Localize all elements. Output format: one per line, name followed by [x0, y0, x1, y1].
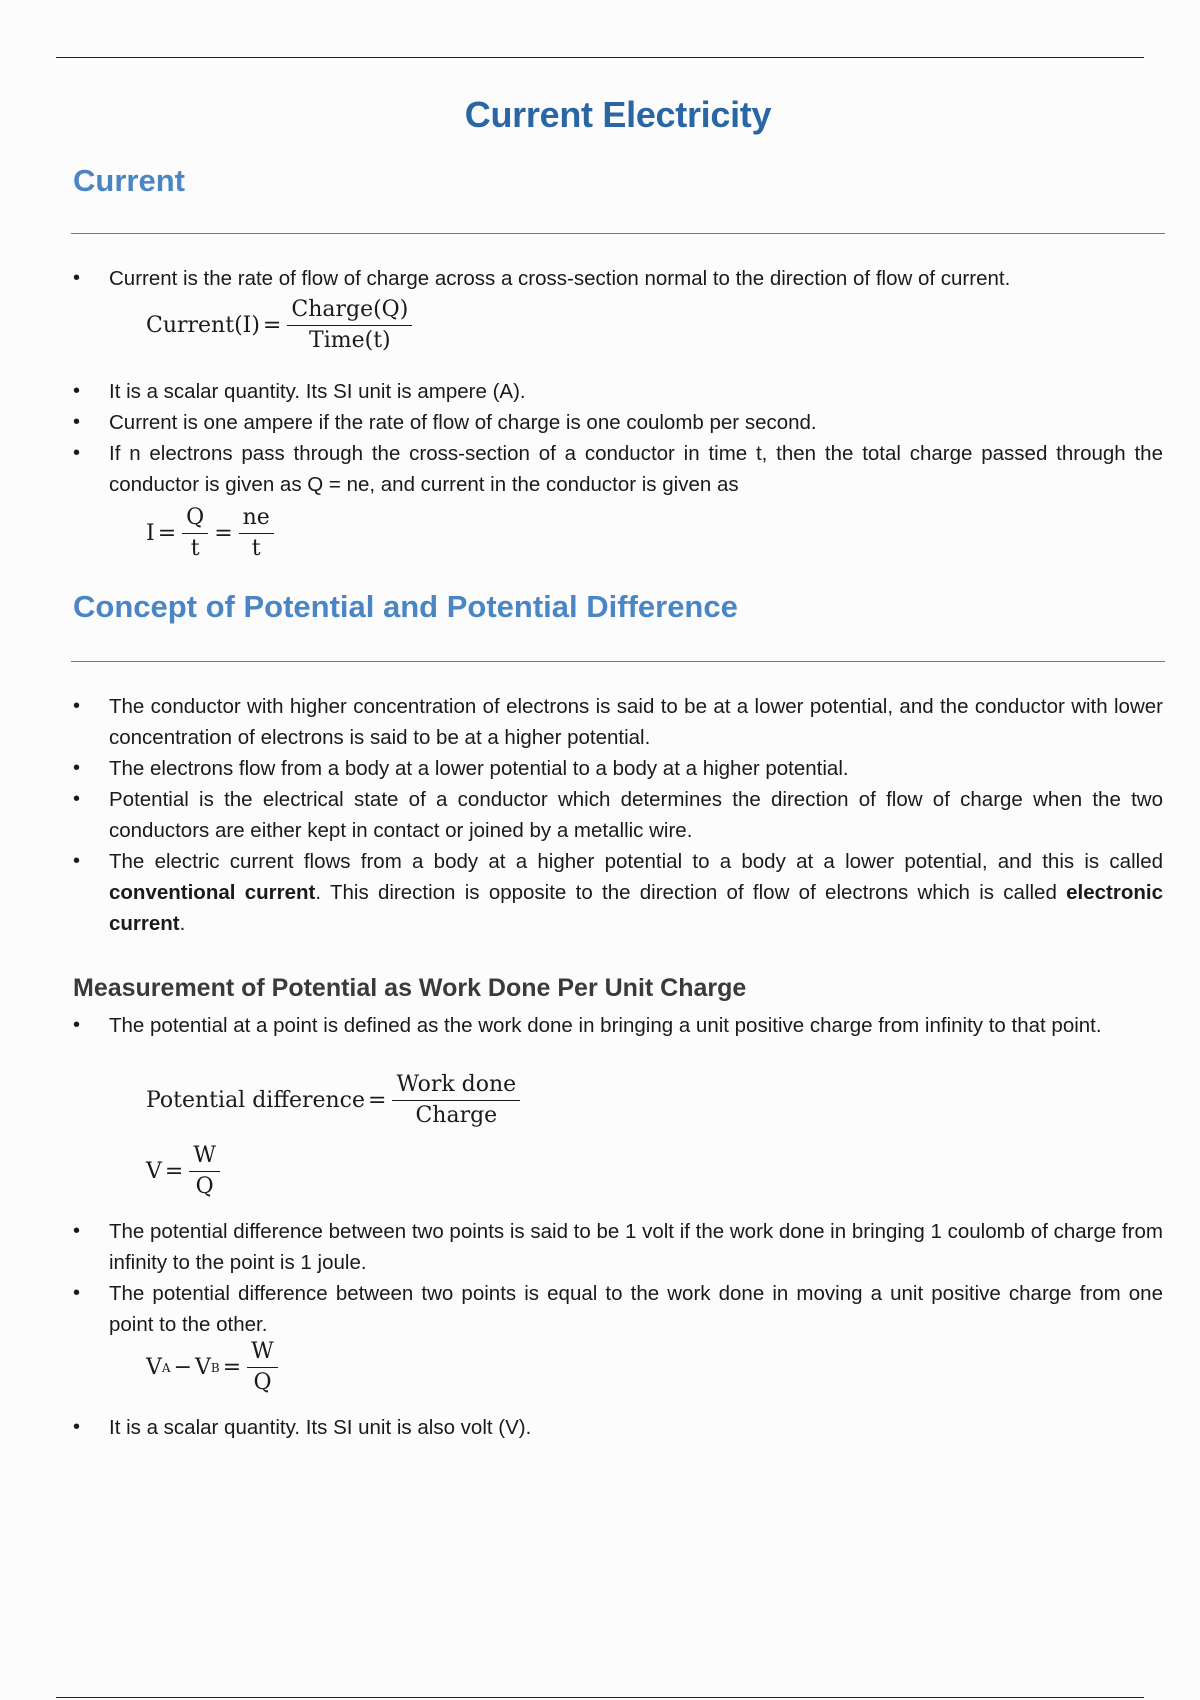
current-bullets-1 — [73, 263, 1163, 294]
current-bullets-2 — [73, 376, 1163, 500]
denominator: Q — [253, 1370, 272, 1396]
equation-potential-difference — [146, 1072, 523, 1130]
text-run: . This direction is opposite to the direction of flow of electrons which is called — [315, 881, 1067, 904]
eq-va: V — [146, 1355, 162, 1381]
eq-sign: = — [262, 313, 282, 339]
list-item: • The potential difference between two points is said to be 1 volt if the work done in bringing 1 coulomb of charge from infinity to the point is 1 joule. — [73, 1216, 1163, 1278]
list-item: • The conductor with higher concentration of electrons is said to be at a lower potential, and the conductor with lower concentration of electrons is said to be at a higher potential. — [73, 691, 1163, 753]
equation-v-w-q — [146, 1143, 223, 1201]
bold-term-electronic-current: electronic current — [109, 881, 1163, 935]
list-item: • It is a scalar quantity. Its SI unit is ampere (A). — [73, 376, 1163, 407]
text-run: . — [179, 912, 186, 935]
section-rule-potential — [71, 661, 1165, 662]
list-item: • Current is the rate of flow of charge across a cross-section normal to the direction of flow of current. — [73, 263, 1163, 294]
denominator: t — [251, 536, 261, 562]
list-item: • It is a scalar quantity. Its SI unit is also volt (V). — [73, 1412, 1163, 1443]
numerator: Charge(Q) — [287, 297, 412, 326]
measurement-bullets-2 — [73, 1216, 1163, 1340]
eq-sign: = — [222, 1355, 242, 1381]
eq-sign: = — [164, 1159, 184, 1185]
eq-lhs: I — [146, 521, 155, 547]
list-item: • Current is one ampere if the rate of flow of charge is one coulomb per second. — [73, 407, 1163, 438]
subscript-a: A — [161, 1360, 171, 1375]
bold-term-conventional-current: conventional current — [109, 881, 316, 904]
list-item: • If n electrons pass through the cross-section of a conductor in time t, then the total charge passed through the conductor is given as Q = ne, and current in the conductor is given as — [73, 438, 1163, 500]
section-heading-potential: Concept of Potential and Potential Difference — [73, 589, 738, 624]
denominator: Charge — [415, 1103, 498, 1129]
eq-sign: = — [214, 521, 233, 547]
eq-sign: = — [157, 521, 177, 547]
fraction — [392, 1072, 520, 1130]
measurement-bullets-1 — [73, 1010, 1163, 1041]
numerator: Q — [182, 505, 208, 534]
fraction — [189, 1143, 220, 1201]
eq-vb: V — [195, 1355, 211, 1381]
top-rule — [56, 57, 1144, 58]
numerator: W — [189, 1143, 220, 1172]
text-run: The electric current flows from a body at a higher potential to a body at a lower potential, and this is called — [109, 850, 1163, 873]
list-item: • The potential at a point is defined as the work done in bringing a unit positive charge from infinity to that point. — [73, 1010, 1163, 1041]
numerator: Work done — [392, 1072, 520, 1101]
section-rule-current — [71, 233, 1165, 234]
bottom-rule — [56, 1697, 1144, 1698]
fraction — [287, 297, 412, 355]
equation-current-ne — [146, 505, 277, 563]
denominator: t — [190, 536, 200, 562]
fraction — [247, 1339, 278, 1397]
page-title: Current Electricity — [464, 94, 772, 135]
denominator: Q — [195, 1174, 214, 1200]
fraction — [239, 505, 274, 563]
subscript-b: B — [210, 1360, 220, 1375]
eq-lhs: Current(I) — [146, 313, 260, 339]
potential-bullets — [73, 691, 1163, 939]
equation-va-vb — [146, 1339, 281, 1397]
section-heading-current: Current — [73, 163, 185, 198]
numerator: ne — [239, 505, 274, 534]
eq-lhs: Potential difference — [146, 1088, 366, 1114]
equation-current — [146, 297, 415, 355]
list-item: • The potential difference between two points is equal to the work done in moving a unit positive charge from one point to the other. — [73, 1278, 1163, 1340]
fraction — [182, 505, 208, 563]
denominator: Time(t) — [309, 328, 391, 354]
eq-lhs: V — [146, 1159, 162, 1185]
list-item: • The electrons flow from a body at a lower potential to a body at a higher potential. — [73, 753, 1163, 784]
eq-sign: = — [368, 1088, 387, 1114]
numerator: W — [247, 1339, 278, 1368]
subsection-heading-measurement: Measurement of Potential as Work Done Per Unit Charge — [73, 974, 747, 1002]
list-item — [73, 846, 1163, 939]
eq-minus: − — [173, 1355, 192, 1381]
measurement-bullets-3 — [73, 1412, 1163, 1443]
list-item: • Potential is the electrical state of a conductor which determines the direction of flow of charge when the two conductors are either kept in contact or joined by a metallic wire. — [73, 784, 1163, 846]
